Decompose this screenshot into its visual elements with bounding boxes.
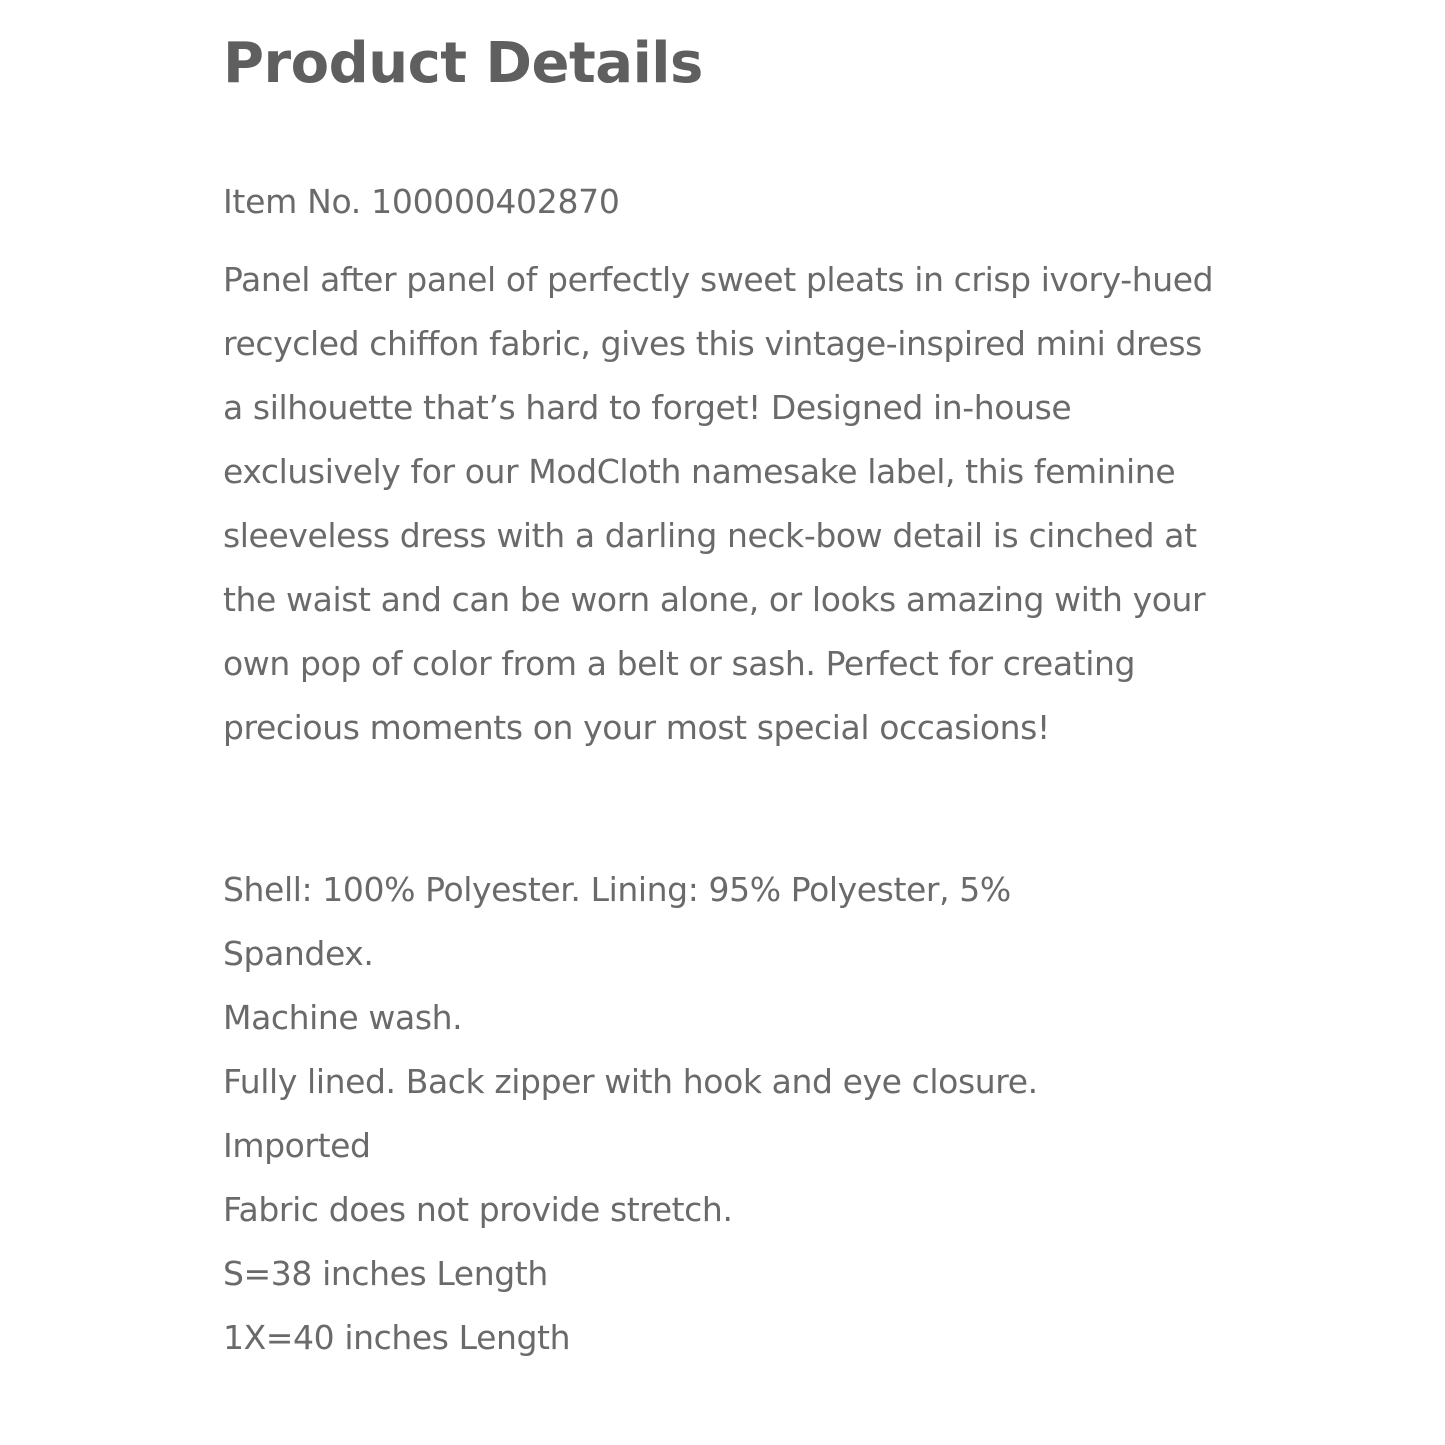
spec-item-care: Machine wash. (223, 998, 463, 1037)
spec-item-length-s: S=38 inches Length (223, 1254, 548, 1293)
spec-item-length-1x: 1X=40 inches Length (223, 1318, 571, 1357)
spec-item-stretch: Fabric does not provide stretch. (223, 1190, 733, 1229)
spec-item-origin: Imported (223, 1126, 371, 1165)
product-specs-list (223, 858, 1103, 1370)
product-details-panel (223, 28, 1233, 1370)
section-title: Product Details (223, 31, 703, 96)
spec-item-lining: Fully lined. Back zipper with hook and eye closure. (223, 1062, 1038, 1101)
item-number: Item No. 100000402870 (223, 182, 620, 221)
spec-item-fabric: Shell: 100% Polyester. Lining: 95% Polyester, 5% Spandex. (223, 870, 1011, 973)
product-description: Panel after panel of perfectly sweet pleats in crisp ivory-hued recycled chiffon fabric, gives this vintage-inspired mini dress a silhouette that’s hard to forget! Designed in-house exclusively for our ModCloth namesake label, this feminine sleeveless dress with a darling neck-bow detail is cinched at the waist and can be worn alone, or looks amazing with your own pop of color from a belt or sash. Perfect for creating precious moments on your most special occasions! (223, 260, 1214, 747)
